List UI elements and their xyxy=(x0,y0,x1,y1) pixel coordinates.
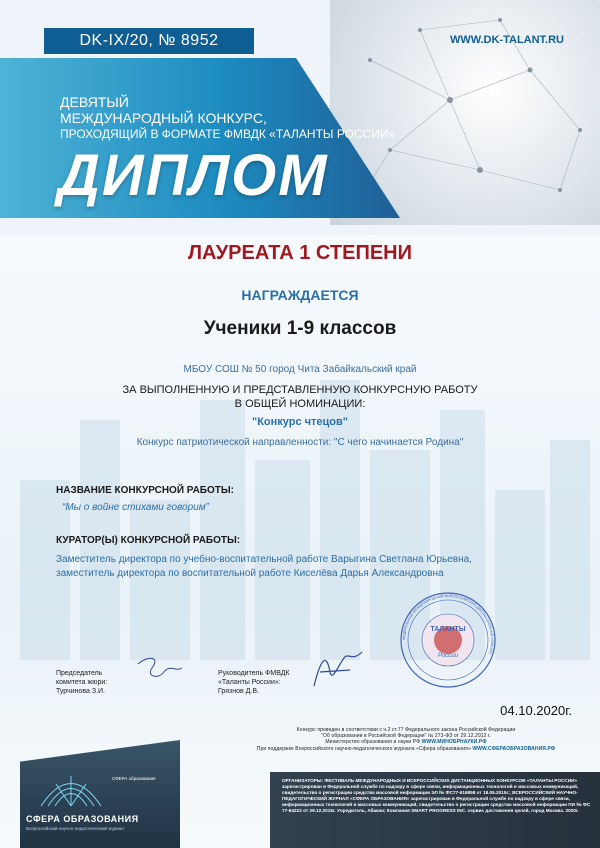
curators-value xyxy=(56,553,576,581)
head-name: Грязнов Д.В. xyxy=(218,688,259,695)
organizers-text: ОРГАНИЗАТОРЫ: ФЕСТИВАЛЬ МЕЖДУНАРОДНЫХ И ВСЕРОССИЙСКИХ ДИСТАНЦИОННЫХ КОНКУРСОВ «ТАЛАНТЫ РОССИИ» зарегистрирован в Федеральной службе по надзору в сфере связи, информационных технологий и массовых коммуникаций, свидетельство о регистрации средства массовой информации ЭЛ № ФС77-616858 от 18.05.2015г.; ВСЕРОССИЙСКИЙ НАУЧНО-ПЕДАГОГИЧЕСКИЙ ЖУРНАЛ «СФЕРА ОБРАЗОВАНИЯ» зарегистрирован в Федеральной службе по надзору в сфере связи, информационных технологий и массовых коммуникаций, свидетельство о регистрации средства массовой информации ПИ № ФС 77-64222 от 29.12.2015г. Учредитель, Абакан; Компания SMART PROGRESS INC. сервис достижения целей, город Москва. 2020г. xyxy=(282,778,591,813)
head-signature-block xyxy=(218,669,290,696)
contest-title-line2: МЕЖДУНАРОДНЫЙ КОНКУРС, xyxy=(60,110,267,126)
curator-line1: Заместитель директора по учебно-воспитательной работе Варыгина Светлана Юрьевна, xyxy=(56,554,472,565)
head-title-line2: «Таланты России»: xyxy=(218,679,281,686)
diploma-title: ДИПЛОМ xyxy=(58,143,329,208)
sfera-mini-label: СФЕРА образования xyxy=(112,776,156,781)
legal-line3: Министерство образования и науки РФ xyxy=(325,739,421,746)
for-work-line1: ЗА ВЫПОЛНЕННУЮ И ПРЕДСТАВЛЕННУЮ КОНКУРСНУЮ РАБОТУ xyxy=(122,384,478,396)
jury-signature-block xyxy=(56,669,107,696)
contest-name: Конкурс патриотической направленности: "С чего начинается Родина" xyxy=(136,437,464,448)
stamp-ring-text: ФЕДЕРАЛЬНЫЙ МЕЖДУНАРОДНЫЙ ВСЕРОССИЙСКИЙ ДИСТАНЦИОННЫЙ КОНКУРС xyxy=(401,593,495,656)
jury-name: Турчинова З.И. xyxy=(56,688,105,695)
contest-title xyxy=(60,94,395,142)
curators-label: КУРАТОР(Ы) КОНКУРСНОЙ РАБОТЫ: xyxy=(56,535,241,546)
head-signature xyxy=(300,642,370,692)
stamp-title: ТАЛАНТЫ xyxy=(430,626,466,633)
school-name: МБОУ СОШ № 50 город Чита Забайкальский край xyxy=(183,364,417,375)
journal-link[interactable]: WWW.СФЕРАОБРАЗОВАНИЯ.РФ xyxy=(472,745,556,752)
legal-line2: "Об образовании в Российской Федерации" № 273-ФЗ от 29.12.2012 г. xyxy=(321,733,491,740)
contest-title-line1: ДЕВЯТЫЙ xyxy=(60,94,129,110)
jury-signature xyxy=(130,650,190,690)
issue-date: 04.10.2020г. xyxy=(500,703,572,718)
diploma-code: DK-IX/20, № 8952 xyxy=(44,28,254,54)
laureate-degree: ЛАУРЕАТА 1 СТЕПЕНИ xyxy=(188,242,412,264)
legal-line1: Конкурс проведен в соответствии с ч.2 ст.77 Федерального закона Российской Федерации xyxy=(296,727,516,733)
footer xyxy=(0,736,600,848)
jury-title-line1: Председатель xyxy=(56,670,103,677)
for-work-text xyxy=(0,383,600,411)
stamp-subtitle: России xyxy=(438,653,458,659)
work-title-value: “Мы о войне стихами говорим” xyxy=(62,502,209,513)
recipient-name: Ученики 1-9 классов xyxy=(203,318,397,339)
awarded-label: НАГРАЖДАЕТСЯ xyxy=(241,287,359,303)
curator-line2: заместитель директора по воспитательной работе Киселёва Дарья Александровна xyxy=(56,568,444,579)
for-work-line2: В ОБЩЕЙ НОМИНАЦИИ: xyxy=(234,398,366,410)
head-title-line1: Руководитель ФМВДК xyxy=(218,670,290,677)
talents-stamp xyxy=(398,590,498,690)
sfera-logo-name: СФЕРА ОБРАЗОВАНИЯ xyxy=(26,814,139,824)
work-title-label: НАЗВАНИЕ КОНКУРСНОЙ РАБОТЫ: xyxy=(56,485,235,496)
nomination: "Конкурс чтецов" xyxy=(251,416,348,428)
jury-title-line2: комитета жюри: xyxy=(56,679,108,686)
header xyxy=(0,0,600,235)
website-link[interactable]: WWW.DK-TALANT.RU xyxy=(449,34,564,46)
ministry-link[interactable]: WWW.МИНОБРНАУКИ.РФ xyxy=(421,739,487,746)
sfera-logo-icon xyxy=(36,766,106,811)
sfera-logo-subtitle: Всероссийский научно-педагогический журнал xyxy=(26,826,124,831)
contest-title-line3: ПРОХОДЯЩИЙ В ФОРМАТЕ ФМВДК «ТАЛАНТЫ РОССИИ» xyxy=(60,127,396,141)
legal-line4: При поддержке Всероссийского научно-педагогического журнала «Сфера образования» xyxy=(256,745,471,752)
